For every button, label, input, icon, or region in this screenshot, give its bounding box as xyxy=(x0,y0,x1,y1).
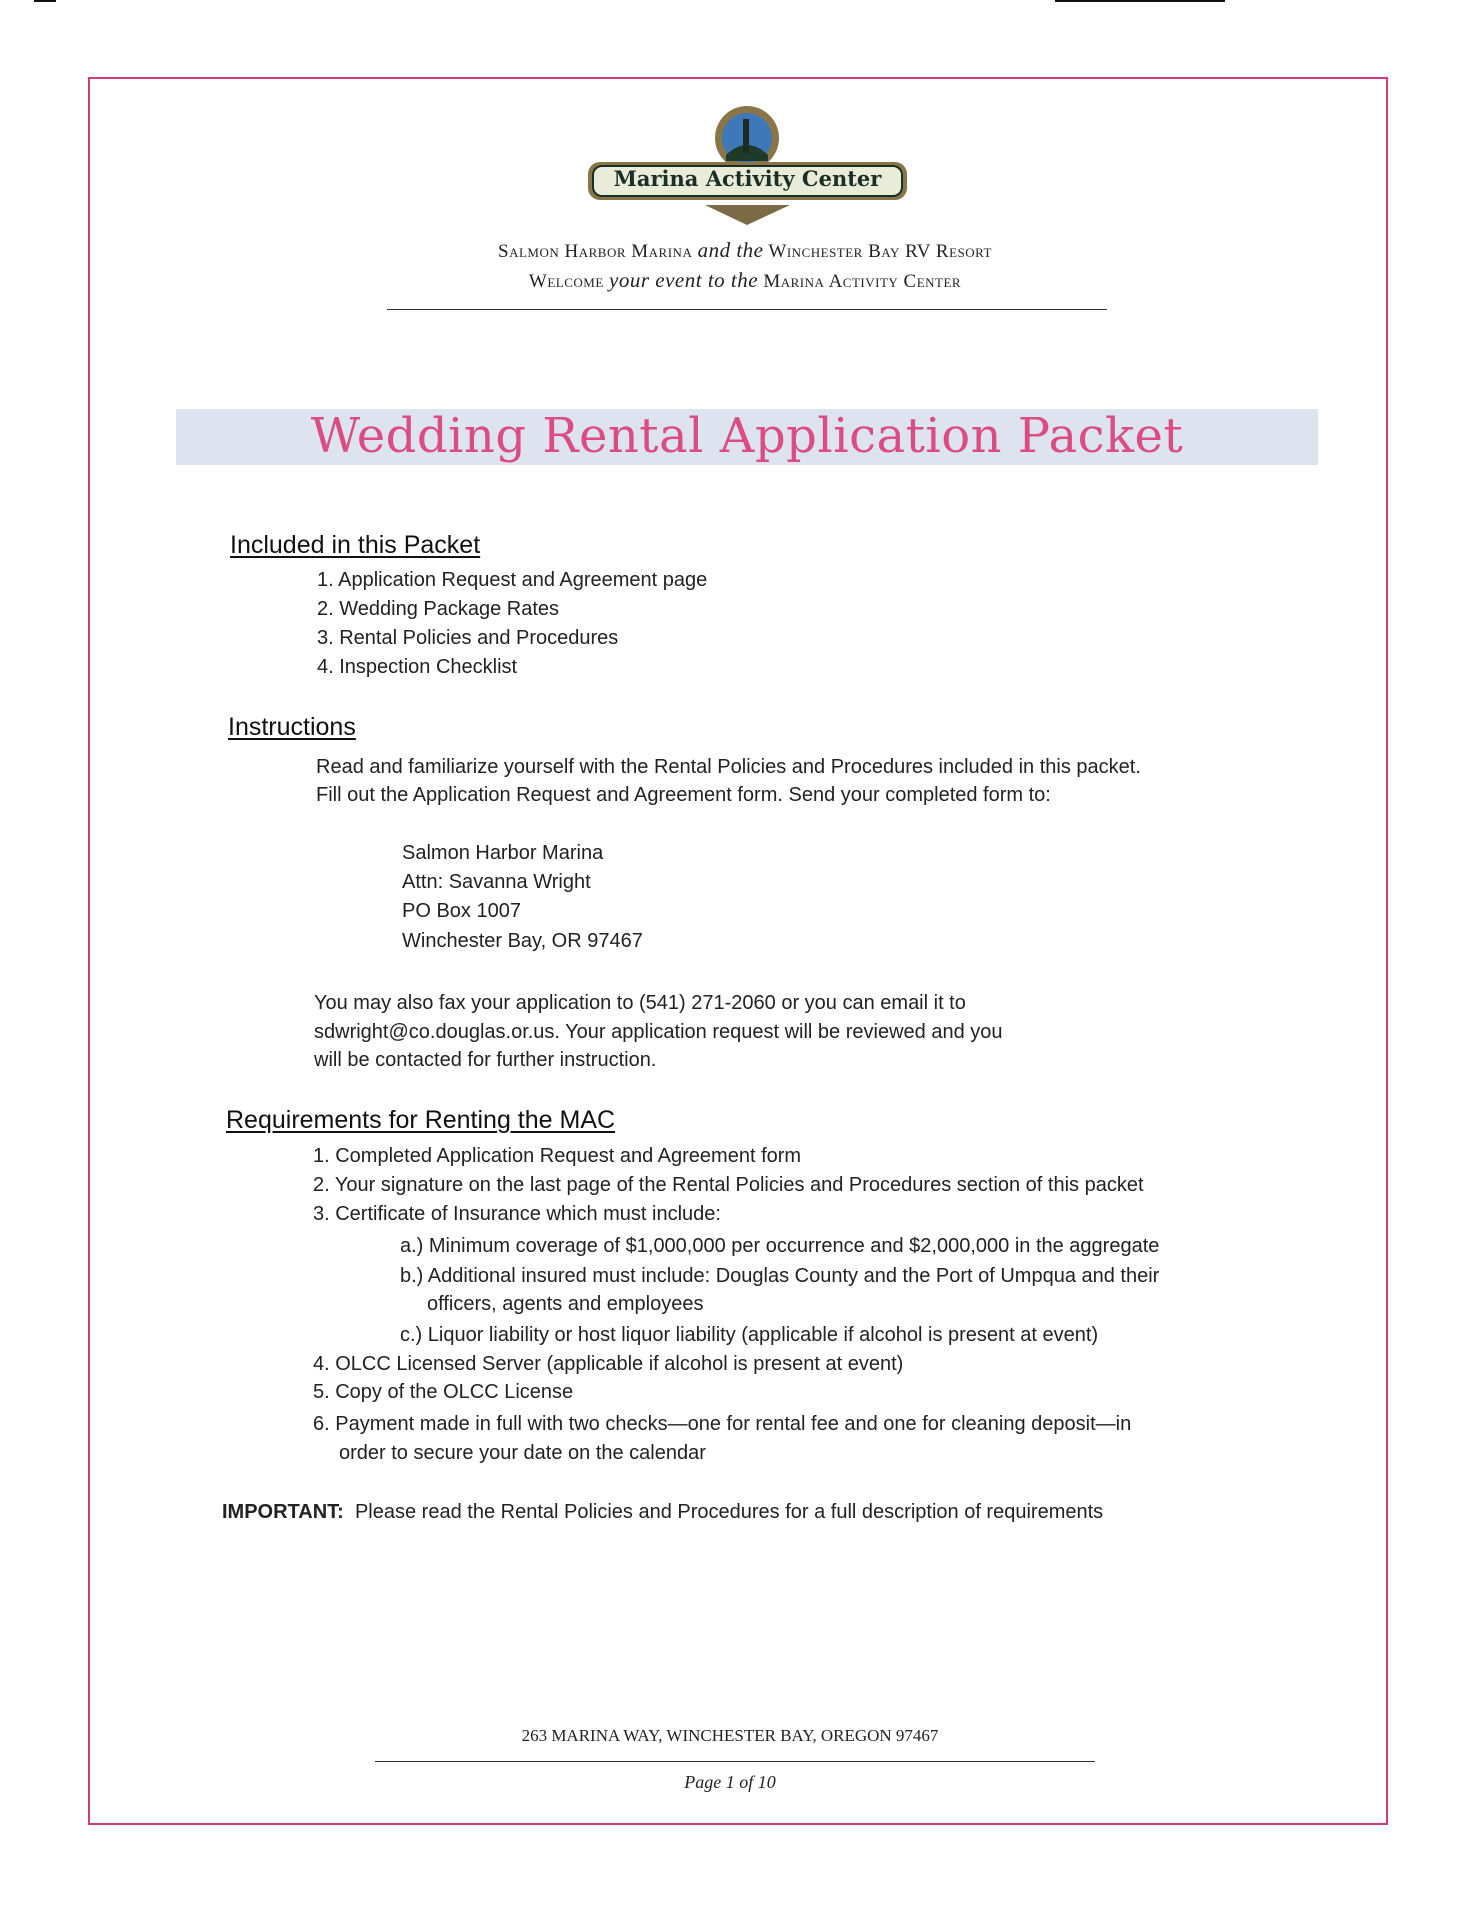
list-item: 3. Rental Policies and Procedures xyxy=(317,627,619,649)
list-item: 1. Application Request and Agreement page xyxy=(317,569,708,591)
important-label: IMPORTANT: xyxy=(222,1501,344,1523)
footer-divider xyxy=(375,1761,1095,1762)
fax-line: sdwright@co.douglas.or.us. Your application request will be reviewed and you xyxy=(314,1021,1003,1043)
scan-mark xyxy=(34,0,56,2)
page-title: Wedding Rental Application Packet xyxy=(310,408,1184,464)
requirement-subitem: b.) Additional insured must include: Douglas County and the Port of Umpqua and their xyxy=(400,1265,1160,1287)
requirement-subitem: a.) Minimum coverage of $1,000,000 per occurrence and $2,000,000 in the aggregate xyxy=(400,1235,1160,1257)
address-line: Salmon Harbor Marina xyxy=(402,842,604,864)
requirement-item: order to secure your date on the calendar xyxy=(339,1442,706,1464)
address-line: Winchester Bay, OR 97467 xyxy=(402,930,643,952)
requirement-item: 4. OLCC Licensed Server (applicable if alcohol is present at event) xyxy=(313,1353,904,1375)
requirement-subitem: officers, agents and employees xyxy=(427,1293,704,1315)
tagline-text: Welcome xyxy=(528,271,604,292)
scan-mark xyxy=(1055,0,1225,2)
instructions-heading: Instructions xyxy=(228,713,356,741)
marina-logo xyxy=(580,105,915,227)
address-line: Attn: Savanna Wright xyxy=(402,871,591,893)
important-note xyxy=(222,1498,1103,1526)
important-text: Please read the Rental Policies and Procedures for a full description of requirements xyxy=(354,1501,1104,1523)
requirement-item: 3. Certificate of Insurance which must include: xyxy=(313,1203,721,1225)
instructions-line: Fill out the Application Request and Agreement form. Send your completed form to: xyxy=(316,784,1051,806)
page-number: Page 1 of 10 xyxy=(684,1772,776,1792)
tagline-line-1 xyxy=(300,238,1190,263)
requirement-item: 6. Payment made in full with two checks—one for rental fee and one for cleaning deposit—in xyxy=(313,1413,1132,1435)
tagline-italic: and the xyxy=(697,238,764,262)
tagline-line-2 xyxy=(300,268,1190,293)
instructions-line: Read and familiarize yourself with the Rental Policies and Procedures included in this packet. xyxy=(316,756,1141,778)
included-heading: Included in this Packet xyxy=(230,531,481,559)
requirement-item: 5. Copy of the OLCC License xyxy=(313,1381,574,1403)
requirement-subitem: c.) Liquor liability or host liquor liability (applicable if alcohol is present at event) xyxy=(400,1324,1099,1346)
requirement-item: 2. Your signature on the last page of the Rental Policies and Procedures section of this packet xyxy=(313,1174,1144,1196)
list-item: 4. Inspection Checklist xyxy=(317,656,518,678)
address-line: PO Box 1007 xyxy=(402,900,521,922)
list-item: 2. Wedding Package Rates xyxy=(317,598,560,620)
header-divider xyxy=(387,309,1107,310)
requirements-heading: Requirements for Renting the MAC xyxy=(226,1106,616,1134)
tagline-italic: your event to the xyxy=(609,268,759,292)
requirement-item: 1. Completed Application Request and Agreement form xyxy=(313,1145,802,1167)
tagline-text: Salmon Harbor Marina xyxy=(498,241,693,262)
fax-line: You may also fax your application to (541) 271-2060 or you can email it to xyxy=(314,992,966,1014)
logo-text: Marina Activity Center xyxy=(613,166,882,191)
footer-address: 263 MARINA WAY, WINCHESTER BAY, OREGON 97467 xyxy=(521,1726,939,1745)
tagline-text: Marina Activity Center xyxy=(763,271,962,292)
page-border xyxy=(88,77,1388,1825)
fax-line: will be contacted for further instruction. xyxy=(314,1049,657,1071)
tagline-text: Winchester Bay RV Resort xyxy=(768,241,992,262)
